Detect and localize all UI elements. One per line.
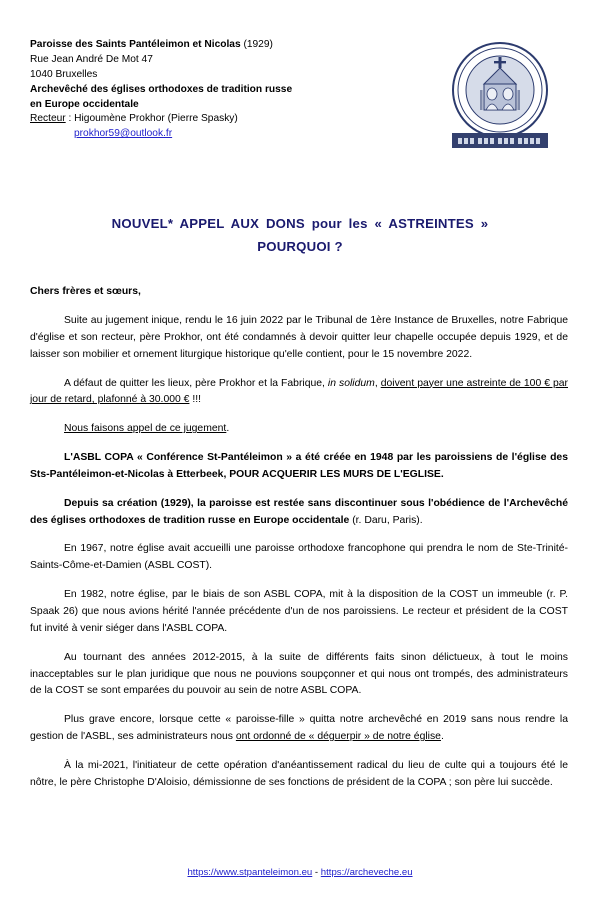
parish-year: (1929) [240,39,273,50]
letterhead-line-city [30,68,420,83]
paragraph-2019-text-b: . [440,731,444,743]
penalty-text-b: , [374,377,381,389]
parish-name: Paroisse des Saints Pantéleimon et Nicolas [30,39,241,50]
eviction-order-text: ont ordonné de « déguerpir » de notre église [235,731,441,743]
paragraph-penalty [30,376,568,410]
street-address: Rue Jean André De Mot 47 [30,53,153,65]
appeal-period: . [226,423,230,435]
orthodox-parish-seal-icon [444,38,556,156]
footer-link-archdiocese[interactable]: https://archeveche.eu [320,867,413,878]
paragraph-judgement-text: Suite au jugement inique, rendu le 16 juin 2022 par le Tribunal de 1ère Instance de Bruxelles, notre Fabrique d'église et son recteur, père Prokhor, ont été condamnés à devoir quitter leur chapelle occupée depuis 1929, et de laisser son mobilier et ornement liturgique historique qu'elle contient, pour le 15 novembre 2022. [30,315,568,360]
footer-link-parish[interactable]: https://www.stpanteleimon.eu [187,867,313,878]
letterhead-line-parish [30,38,420,53]
letterhead-address-block [30,38,420,142]
paragraph-2012-2015: Au tournant des années 2012-2015, à la suite de différents faits sinon délictueux, à tout le moins inacceptables sur le plan juridique que nous ne pouvions soupçonner et qui nous ont trompés, des administrateurs de la COST se sont emparées du pouvoir au sein de notre ASBL COPA. [30,651,568,697]
paragraph-2019 [30,712,568,746]
diocese-name-line1: Archevêché des églises orthodoxes de tradition russe [30,83,293,95]
penalty-text-c: !!! [189,394,202,406]
salutation: Chers frères et sœurs, [30,286,141,298]
title-line-2: POURQUOI ? [257,239,343,255]
rector-value: : Higoumène Prokhor (Pierre Spasky) [65,113,238,125]
title-line-1: NOUVEL* APPEL AUX DONS pour les « ASTREINTES » [111,216,489,231]
rector-label: Recteur [30,113,66,125]
obedience-reference: (r. Daru, Paris). [349,514,423,526]
letterhead [0,0,600,168]
rector-email-link[interactable]: prokhor59@outlook.fr [74,128,173,140]
city-address: 1040 Bruxelles [30,68,98,80]
paragraph-2021: À la mi-2021, l'initiateur de cette opération d'anéantissement radical du lieu de culte qui a toujours été le nôtre, le père Christophe D'Aloisio, démissionne de ses fonctions de président de la COPA ; son père lui succède. [30,759,568,788]
paragraph-copa-creation: L'ASBL COPA « Conférence St-Pantéleimon » a été créée en 1948 par les paroissiens de l'église des Sts-Pantéleimon-et-Nicolas à Etterbeek, POUR ACQUERIR LES MURS DE L'EGLISE. [30,452,568,480]
document-body [0,284,600,791]
diocese-name-line2: en Europe occidentale [30,98,139,110]
letterhead-line-diocese-2 [30,98,420,113]
paragraph-obedience [30,496,568,530]
paragraph-1967: En 1967, notre église avait accueilli une paroisse orthodoxe francophone qui prendra le nom de Ste-Trinité-Saints-Côme-et-Damien (ASBL COST). [30,543,568,572]
paragraph-2019-text-a: Plus grave encore, lorsque cette « paroisse-fille » quitta notre archevêché en 2019 sans nous rendre la gestion de l'ASBL, ses administrateurs nous [30,714,568,743]
penalty-amount: doivent payer une astreinte de 100 € par jour de retard, plafonné à 30.000 € [30,377,568,406]
penalty-latin-term: in solidum [327,377,375,389]
letterhead-line-diocese-1 [30,83,420,98]
footer-link-separator: - [312,867,321,878]
document-title [0,212,600,258]
letterhead-line-street [30,53,420,68]
paragraph-appeal [30,421,568,438]
footer-links [0,867,600,878]
appeal-statement: Nous faisons appel de ce jugement [64,423,227,435]
paragraph-judgement [30,313,568,364]
letterhead-line-rector [30,112,420,127]
paragraph-1982: En 1982, notre église, par le biais de son ASBL COPA, mit à la disposition de la COST un immeuble (r. P. Spaak 26) que nous avions hérité l'année précédente d'un de nos paroissiens. Le recteur et président de la COST fut invité à venir siéger dans l'ASBL COPA. [30,589,568,634]
penalty-text-a: A défaut de quitter les lieux, père Prokhor et la Fabrique, [64,377,328,389]
obedience-bold-text: Depuis sa création (1929), la paroisse est restée sans discontinuer sous l'obédience de l'Archevêché des églises orthodoxes de tradition russe en Europe occidentale [30,497,568,526]
